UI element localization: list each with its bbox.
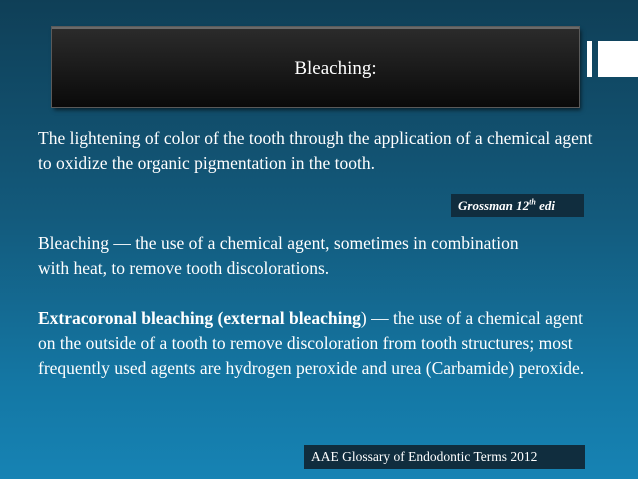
slide-title: Bleaching: — [294, 58, 377, 79]
definition-bleaching: Bleaching — the use of a chemical agent, sometimes in combination with heat, to remove tooth discolorations. — [38, 233, 519, 278]
citation-grossman-superscript: th — [529, 197, 536, 207]
extracoronal-description: ) — the use of a chemical agent on the outside of a tooth to remove discoloration from tooth structures; most frequently used agents are hydrogen peroxide and urea (Carbamide) peroxide. — [38, 308, 585, 378]
extracoronal-term: Extracoronal bleaching (external bleaching — [38, 308, 361, 328]
definition-grossman: The lightening of color of the tooth through the application of a chemical agent to oxidize the organic pigmentation in the tooth. — [38, 128, 593, 173]
decorative-thin-bar — [587, 41, 592, 77]
decorative-thick-bar — [598, 41, 638, 77]
citation-aae: AAE Glossary of Endodontic Terms 2012 — [304, 445, 585, 469]
citation-grossman-suffix: edi — [535, 198, 555, 213]
citation-grossman — [451, 194, 584, 217]
citation-grossman-text: Grossman 12 — [458, 198, 530, 213]
definition-extracoronal — [38, 306, 598, 381]
title-bar — [52, 27, 579, 107]
